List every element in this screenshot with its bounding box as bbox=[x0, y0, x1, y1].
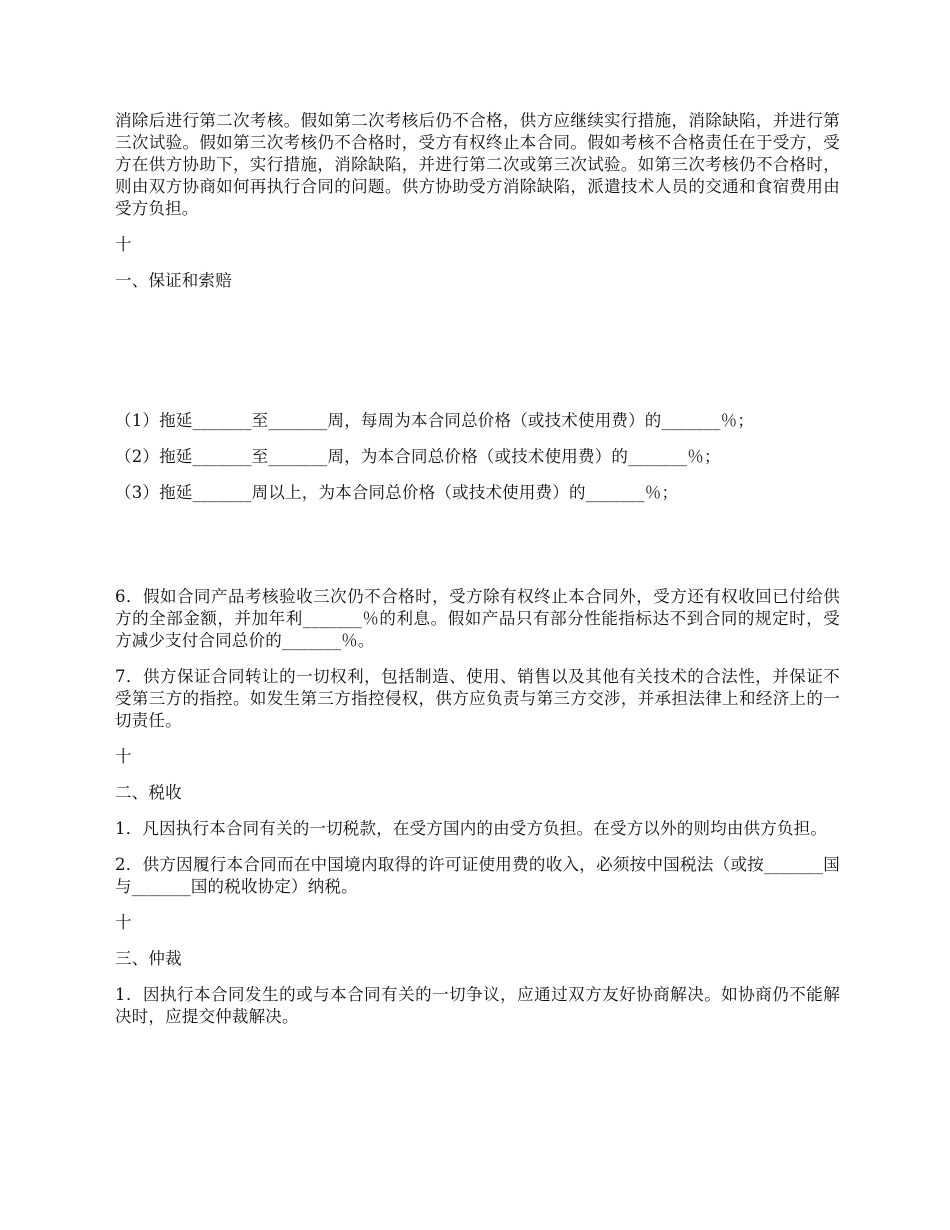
document-page bbox=[115, 110, 840, 1028]
section-11-title: 一、保证和索赔 bbox=[115, 271, 232, 290]
tax-paragraph-1: 1．凡因执行本合同有关的一切税款，在受方国内的由受方负担。在受方以外的则均由供方负担。 bbox=[115, 819, 828, 838]
section-13-number: 十 bbox=[115, 913, 132, 932]
paragraph-6: 6．假如合同产品考核验收三次仍不合格时，受方除有权终止本合同外，受方还有权收回已付给供方的全部金额，并加年利_______％的利息。假如产品只有部分性能指标达不到合同的规定时，受方减少支付合同总价的_______％。 bbox=[115, 587, 840, 650]
paragraph-7: 7．供方保证合同转让的一切权利，包括制造、使用、销售以及其他有关技术的合法性，并保证不受第三方的指控。如发生第三方指控侵权，供方应负责与第三方交涉，并承担法律上和经济上的一切责任。 bbox=[115, 667, 840, 730]
section-12-title: 二、税收 bbox=[115, 783, 182, 802]
paragraph-inspection: 消除后进行第二次考核。假如第二次考核后仍不合格，供方应继续实行措施，消除缺陷，并进行第三次试验。假如第三次考核仍不合格时，受方有权终止本合同。假如考核不合格责任在于受方，受方在供方协助下，实行措施，消除缺陷，并进行第二次或第三次试验。如第三次考核仍不合格时，则由双方协商如何再执行合同的问题。供方协助受方消除缺陷，派遣技术人员的交通和食宿费用由受方负担。 bbox=[115, 111, 840, 218]
delay-item-1: （1）拖延_______至_______周，每周为本合同总价格（或技术使用费）的_______％； bbox=[115, 411, 755, 430]
section-13-title: 三、仲裁 bbox=[115, 949, 182, 968]
delay-item-3: （3）拖延_______周以上，为本合同总价格（或技术使用费）的_______％； bbox=[115, 483, 679, 502]
tax-paragraph-2: 2．供方因履行本合同而在中国境内取得的许可证使用费的收入，必须按中国税法（或按_______国与_______国的税收协定）纳税。 bbox=[115, 855, 840, 896]
delay-item-2: （2）拖延_______至_______周，为本合同总价格（或技术使用费）的_______％； bbox=[115, 447, 721, 466]
section-11-number: 十 bbox=[115, 235, 132, 254]
arbitration-paragraph-1: 1．因执行本合同发生的或与本合同有关的一切争议，应通过双方友好协商解决。如协商仍不能解决时，应提交仲裁解决。 bbox=[115, 985, 840, 1026]
section-12-number: 十 bbox=[115, 747, 132, 766]
